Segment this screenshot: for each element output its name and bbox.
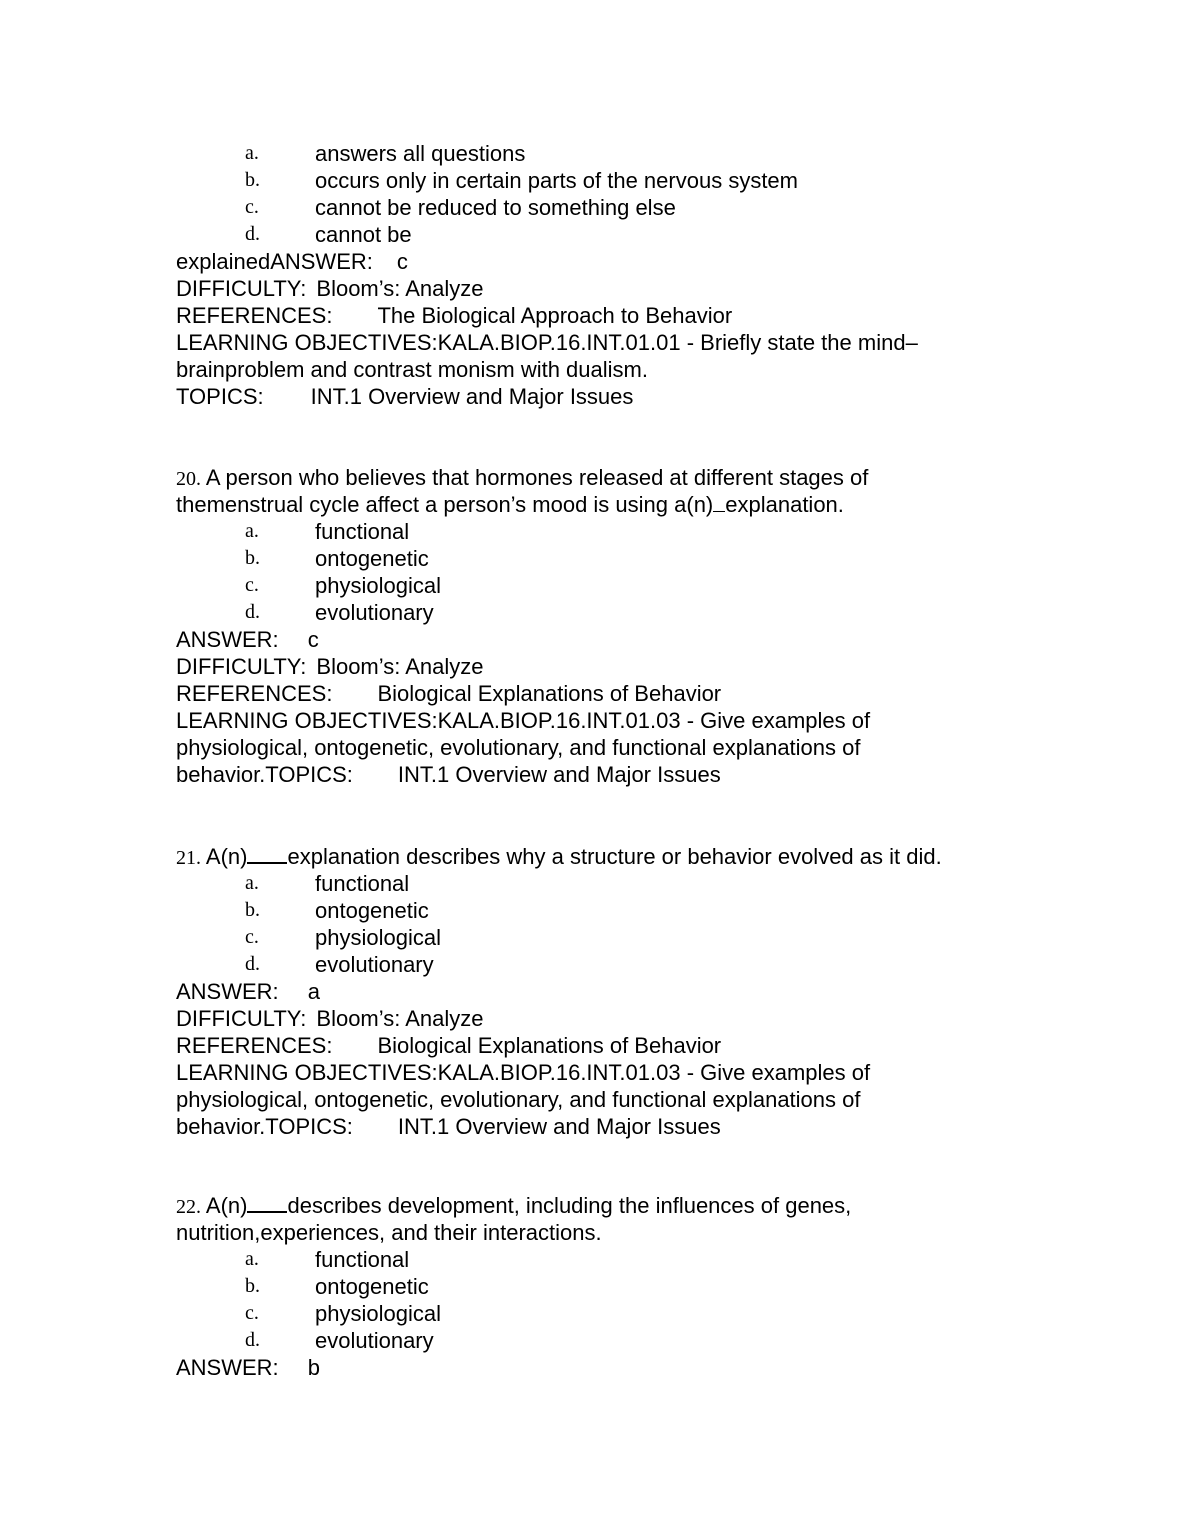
option-text: evolutionary bbox=[315, 600, 434, 625]
difficulty-line bbox=[176, 1005, 484, 1032]
question-text: experiences, and their interactions. bbox=[260, 1220, 602, 1245]
learning-objectives-label: LEARNING OBJECTIVES: bbox=[176, 1060, 438, 1085]
option-text: physiological bbox=[315, 925, 441, 950]
references-value: Biological Explanations of Behavior bbox=[377, 681, 722, 706]
learning-objectives-line bbox=[176, 356, 648, 383]
topics-label: TOPICS: bbox=[176, 384, 264, 409]
question-text: menstrual cycle affect a person’s mood is using a(n) bbox=[206, 492, 714, 517]
option-text: answers all questions bbox=[315, 141, 526, 166]
option-text: functional bbox=[315, 871, 410, 896]
learning-objectives-line bbox=[176, 1086, 861, 1113]
option-letter: b. bbox=[245, 547, 260, 569]
answer-label: ANSWER: bbox=[176, 627, 279, 652]
difficulty-line bbox=[176, 653, 484, 680]
references-line bbox=[176, 302, 732, 329]
answer-value: a bbox=[307, 979, 320, 1004]
question-number: 22. bbox=[176, 1196, 201, 1218]
question-text: explanation describes why a structure or behavior evolved as it did. bbox=[287, 844, 942, 869]
option-letter: b. bbox=[245, 169, 260, 191]
option-text: physiological bbox=[315, 1301, 441, 1326]
learning-objectives-label: LEARNING OBJECTIVES: bbox=[176, 708, 438, 733]
learning-objectives-value: behavior. bbox=[176, 1114, 266, 1139]
references-label: REFERENCES: bbox=[176, 303, 333, 328]
question-text: explanation. bbox=[725, 492, 844, 517]
difficulty-label: DIFFICULTY: bbox=[176, 654, 307, 679]
answer-line bbox=[176, 978, 320, 1005]
learning-objectives-value: behavior. bbox=[176, 762, 266, 787]
option-text: functional bbox=[315, 519, 410, 544]
topics-value: INT.1 Overview and Major Issues bbox=[397, 762, 721, 787]
learning-objectives-label: LEARNING OBJECTIVES: bbox=[176, 330, 438, 355]
question-text: A person who believes that hormones released at different stages of bbox=[205, 465, 869, 490]
learning-objectives-value: brain bbox=[176, 357, 225, 382]
question-stem bbox=[176, 464, 868, 491]
question-stem bbox=[176, 491, 844, 518]
topics-value: INT.1 Overview and Major Issues bbox=[310, 384, 634, 409]
option-text: occurs only in certain parts of the nervous system bbox=[315, 168, 798, 193]
answer-line bbox=[176, 1354, 320, 1381]
answer-value: c bbox=[396, 249, 408, 274]
option-letter: d. bbox=[245, 601, 260, 623]
references-value: Biological Explanations of Behavior bbox=[377, 1033, 722, 1058]
question-text: describes development, including the influences of genes, bbox=[287, 1193, 852, 1218]
option-letter: c. bbox=[245, 574, 259, 596]
option-letter: a. bbox=[245, 520, 259, 542]
difficulty-label: DIFFICULTY: bbox=[176, 1006, 307, 1031]
difficulty-line bbox=[176, 275, 484, 302]
question-number: 21. bbox=[176, 847, 201, 869]
learning-objectives-value: physiological, ontogenetic, evolutionary, and functional explanations of bbox=[176, 735, 861, 760]
question-text: A(n) bbox=[205, 1193, 248, 1218]
answer-blank bbox=[247, 844, 287, 864]
answer-value: c bbox=[307, 627, 319, 652]
option-letter: a. bbox=[245, 142, 259, 164]
question-stem bbox=[176, 1192, 851, 1219]
option-continuation: explained bbox=[176, 249, 271, 274]
option-letter: a. bbox=[245, 872, 259, 894]
option-letter: a. bbox=[245, 1248, 259, 1270]
references-value: The Biological Approach to Behavior bbox=[377, 303, 733, 328]
answer-line bbox=[176, 248, 408, 275]
topics-line bbox=[176, 761, 721, 788]
option-letter: b. bbox=[245, 899, 260, 921]
option-text: ontogenetic bbox=[315, 898, 429, 923]
option-letter: d. bbox=[245, 953, 260, 975]
option-letter: c. bbox=[245, 196, 259, 218]
question-text: the bbox=[176, 492, 207, 517]
option-text: ontogenetic bbox=[315, 1274, 429, 1299]
answer-label: ANSWER: bbox=[270, 249, 373, 274]
question-text: A(n) bbox=[205, 844, 248, 869]
option-text: cannot be bbox=[315, 222, 412, 247]
difficulty-label: DIFFICULTY: bbox=[176, 276, 307, 301]
option-text: cannot be reduced to something else bbox=[315, 195, 676, 220]
option-text: evolutionary bbox=[315, 1328, 434, 1353]
learning-objectives-line bbox=[176, 1059, 870, 1086]
references-line bbox=[176, 1032, 721, 1059]
references-label: REFERENCES: bbox=[176, 681, 333, 706]
option-letter: c. bbox=[245, 1302, 259, 1324]
option-letter: d. bbox=[245, 223, 260, 245]
difficulty-value: Bloom’s: Analyze bbox=[316, 654, 484, 679]
answer-label: ANSWER: bbox=[176, 1355, 279, 1380]
option-text: functional bbox=[315, 1247, 410, 1272]
answer-blank bbox=[247, 1193, 287, 1213]
topics-label: TOPICS: bbox=[265, 762, 353, 787]
references-label: REFERENCES: bbox=[176, 1033, 333, 1058]
question-stem bbox=[176, 1219, 602, 1246]
learning-objectives-value: physiological, ontogenetic, evolutionary, and functional explanations of bbox=[176, 1087, 861, 1112]
answer-label: ANSWER: bbox=[176, 979, 279, 1004]
difficulty-value: Bloom’s: Analyze bbox=[316, 1006, 484, 1031]
learning-objectives-line bbox=[176, 329, 918, 356]
option-letter: b. bbox=[245, 1275, 260, 1297]
answer-blank bbox=[713, 493, 725, 512]
learning-objectives-value: problem and contrast monism with dualism. bbox=[224, 357, 648, 382]
option-text: evolutionary bbox=[315, 952, 434, 977]
answer-value: b bbox=[307, 1355, 320, 1380]
option-letter: d. bbox=[245, 1329, 260, 1351]
difficulty-value: Bloom’s: Analyze bbox=[316, 276, 484, 301]
question-stem bbox=[176, 843, 942, 870]
learning-objectives-value: KALA.BIOP.16.INT.01.03 - Give examples of bbox=[437, 708, 871, 733]
learning-objectives-line bbox=[176, 707, 870, 734]
topics-value: INT.1 Overview and Major Issues bbox=[397, 1114, 721, 1139]
learning-objectives-line bbox=[176, 734, 861, 761]
topics-line bbox=[176, 1113, 721, 1140]
references-line bbox=[176, 680, 721, 707]
topics-label: TOPICS: bbox=[265, 1114, 353, 1139]
answer-line bbox=[176, 626, 319, 653]
learning-objectives-value: KALA.BIOP.16.INT.01.01 - Briefly state the mind– bbox=[437, 330, 918, 355]
learning-objectives-value: KALA.BIOP.16.INT.01.03 - Give examples of bbox=[437, 1060, 871, 1085]
question-text: nutrition, bbox=[176, 1220, 261, 1245]
option-letter: c. bbox=[245, 926, 259, 948]
topics-line bbox=[176, 383, 633, 410]
option-text: ontogenetic bbox=[315, 546, 429, 571]
option-text: physiological bbox=[315, 573, 441, 598]
question-number: 20. bbox=[176, 468, 201, 490]
